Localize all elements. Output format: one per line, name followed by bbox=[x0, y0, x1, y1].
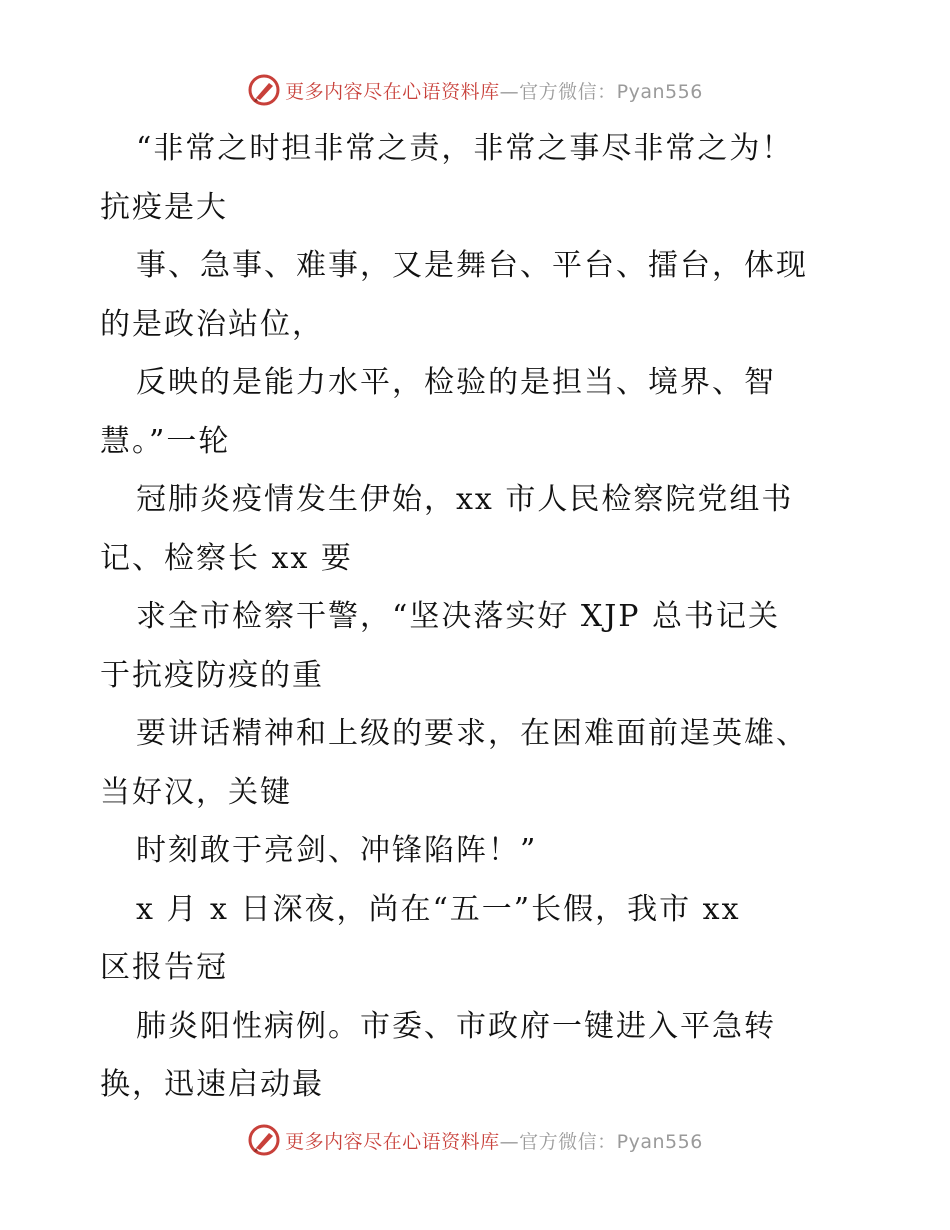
text-line: 时刻敢于亮剑、冲锋陷阵！” bbox=[136, 833, 538, 868]
text-line: 慧。”一轮 bbox=[100, 423, 231, 459]
banner-text bbox=[285, 77, 703, 104]
text-line: 冠肺炎疫情发生伊始，xx 市人民检察院党组书 bbox=[136, 482, 794, 517]
text-line: 事、急事、难事，又是舞台、平台、擂台，体现 bbox=[136, 248, 808, 283]
text-line: x 月 x 日深夜，尚在“五一”长假，我市 xx bbox=[136, 891, 741, 927]
banner-text bbox=[285, 1127, 703, 1154]
text-line: 求全市检察干警，“坚决落实好 XJP 总书记关 bbox=[136, 599, 780, 634]
document-body bbox=[100, 120, 860, 1115]
pen-logo-icon bbox=[247, 73, 281, 107]
text-line: 记、检察长 xx 要 bbox=[100, 540, 353, 576]
text-line: 要讲话精神和上级的要求，在困难面前逞英雄、 bbox=[136, 716, 808, 751]
header-watermark-banner bbox=[0, 70, 950, 110]
banner-dash: — bbox=[499, 1130, 520, 1153]
banner-text-red: 更多内容尽在心语资料库 bbox=[285, 1130, 500, 1153]
banner-text-gray: 官方微信：Pyan556 bbox=[519, 1130, 703, 1153]
text-line: 当好汉，关键 bbox=[100, 774, 292, 810]
text-line: 区报告冠 bbox=[100, 950, 228, 985]
banner-text-red: 更多内容尽在心语资料库 bbox=[285, 80, 500, 103]
text-line: 抗疫是大 bbox=[100, 189, 228, 225]
pen-logo-icon bbox=[247, 1123, 281, 1157]
text-line: 肺炎阳性病例。市委、市政府一键进入平急转 bbox=[136, 1008, 776, 1044]
text-line: “非常之时担非常之责，非常之事尽非常之为！ bbox=[136, 131, 794, 166]
banner-dash: — bbox=[499, 80, 520, 103]
text-line: 换，迅速启动最 bbox=[100, 1067, 324, 1102]
text-line: 的是政治站位， bbox=[100, 306, 324, 342]
banner-text-gray: 官方微信：Pyan556 bbox=[519, 80, 703, 103]
footer-watermark-banner bbox=[0, 1120, 950, 1160]
text-line: 于抗疫防疫的重 bbox=[100, 657, 324, 693]
text-line: 反映的是能力水平，检验的是担当、境界、智 bbox=[136, 365, 776, 400]
